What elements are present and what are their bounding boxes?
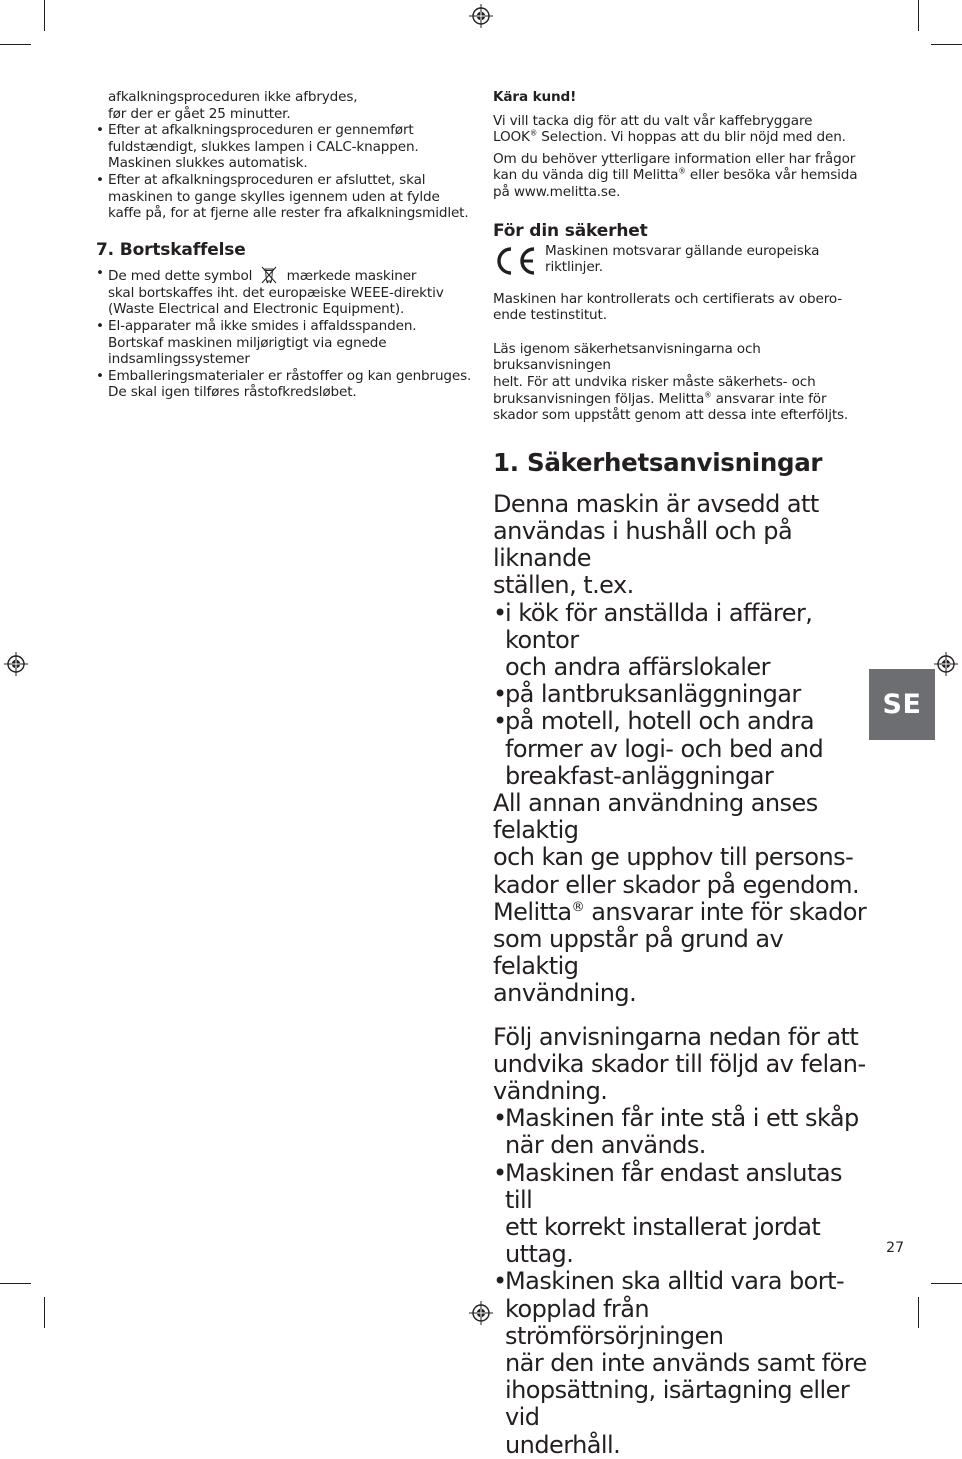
list-item: • De med dette symbol mærkede maskiner skal bortskaffes iht. det europæiske WEEE-direktiv (Waste Electrical and Electronic Equipment). xyxy=(96,265,472,318)
registration-mark-icon xyxy=(469,1301,493,1325)
list-item: • Emballeringsmaterialer er råstoffer og kan genbruges. De skal igen tilføres råstofkredsløbet. xyxy=(96,368,472,401)
ce-mark-icon xyxy=(493,246,537,276)
disposal-list xyxy=(96,265,472,401)
decalcify-list xyxy=(96,122,472,222)
crop-mark xyxy=(44,1297,45,1328)
list-item: • Maskinen får endast anslutas till ett korrekt installerat jordat uttag. xyxy=(493,1160,868,1269)
right-column xyxy=(493,89,868,1459)
read-instructions-paragraph: Läs igenom säkerhetsanvisningarna och bruksanvisningen helt. För att undvika risker måste säkerhets- och bruksanvisningen följas. Melitta® ansvarar inte för skador som uppstått genom att dessa inte efterföljts. xyxy=(493,340,849,424)
intended-use-block: Denna maskin är avsedd att användas i hushåll och på liknande ställen, t.ex. • i kök för anställda i affärer, kontor och andra affärslokaler • på lantbruksanläggningar • på motell, hotell och andra former av logi- och bed and breakfast-anläggningar All annan användning anses felaktig och kan ge upphov till persons- kador eller skador på egendom. Melitta® ansvarar inte för skador som uppstår på grund av felaktig användning. xyxy=(493,491,868,1008)
list-item: • på lantbruksanläggningar xyxy=(493,681,868,708)
ce-notice: Maskinen motsvarar gällande europeiska riktlinjer. xyxy=(493,243,868,279)
greeting: Kära kund! xyxy=(493,89,577,105)
list-item: • Efter at afkalkningsproceduren er gennemført fuldstændigt, slukkes lampen i CALC-knappen. Maskinen slukkes automatisk. xyxy=(96,122,472,172)
intended-use-list xyxy=(493,600,868,790)
list-item: • på motell, hotell och andra former av logi- och bed and breakfast-anläggningar xyxy=(493,708,868,790)
thanks-paragraph: Vi vill tacka dig för att du valt vår kaffebryggare LOOK® Selection. Vi hoppas att du blir nöjd med den. xyxy=(493,112,846,146)
crop-mark xyxy=(0,44,31,45)
crop-mark xyxy=(918,1297,919,1328)
list-item: • i kök för anställda i affärer, kontor och andra affärslokaler xyxy=(493,600,868,682)
safety-heading: För din säkerhet xyxy=(493,220,648,241)
crop-mark xyxy=(44,0,45,31)
tested-paragraph: Maskinen har kontrollerats och certifierats av obero- ende testinstitut. xyxy=(493,290,843,324)
list-item: • El-apparater må ikke smides i affaldsspanden. Bortskaf maskinen miljørigtigt via egnede indsamlingssystemer xyxy=(96,318,472,368)
crop-mark xyxy=(0,1283,31,1284)
list-item: • Maskinen får inte stå i ett skåp när den används. xyxy=(493,1105,868,1159)
crop-mark xyxy=(931,1283,962,1284)
intro-continuation: afkalkningsproceduren ikke afbrydes, før der er gået 25 minutter. xyxy=(108,89,358,122)
list-item: • Maskinen ska alltid vara bort- kopplad från strömförsörjningen när den inte används samt före ihopsättning, isärtagning eller vid underhåll. xyxy=(493,1268,868,1458)
crossed-bin-icon xyxy=(259,265,279,285)
info-paragraph: Om du behöver ytterligare information eller har frågor kan du vända dig till Melitta® eller besöka vår hemsida på www.melitta.se. xyxy=(493,150,858,200)
safety-rules-list xyxy=(493,1105,868,1459)
section-heading: 7. Bortskaffelse xyxy=(96,239,246,260)
page-number: 27 xyxy=(886,1240,904,1256)
registration-mark-icon xyxy=(4,652,28,676)
language-tab: SE xyxy=(869,669,935,740)
crop-mark xyxy=(931,44,962,45)
follow-instructions-block: Följ anvisningarna nedan för att undvika skador till följd av felan- vändning. • Maskinen får inte stå i ett skåp när den används. • Maskinen får endast anslutas till ett korrekt installerat jordat uttag. • Maskinen ska alltid vara bort- kopplad från strömförsörjningen när den inte används samt före ihopsättning, isärtagning eller vid underhåll. xyxy=(493,1024,868,1459)
registration-mark-icon xyxy=(934,652,958,676)
list-item: • Efter at afkalkningsproceduren er afsluttet, skal maskinen to gange skylles igennem uden at fylde kaffe på, for at fjerne alle rester fra afkalkningsmidlet. xyxy=(96,172,472,222)
left-column xyxy=(96,89,472,401)
registration-mark-icon xyxy=(469,4,493,28)
chapter-heading: 1. Säkerhetsanvisningar xyxy=(493,447,823,477)
crop-mark xyxy=(918,0,919,31)
